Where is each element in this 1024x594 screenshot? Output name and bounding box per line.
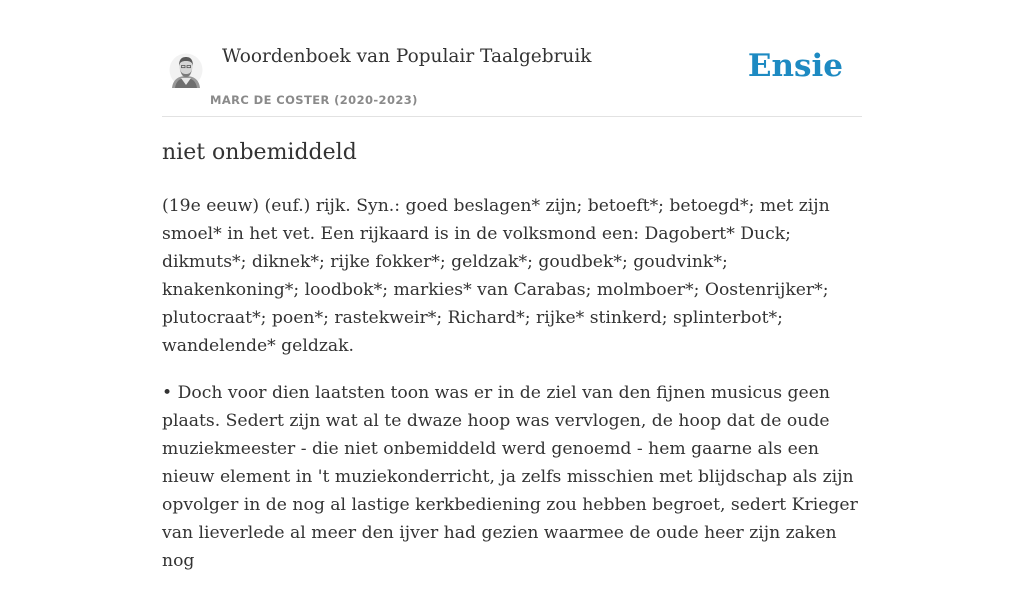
entry-body: [162, 192, 862, 594]
entry-example: • Doch voor dien laatsten toon was er in de ziel van den fijnen musicus geen plaats. Sedert zijn wat al te dwaze hoop was vervlogen, de hoop dat de oude muziekmeester - die niet onbemiddeld werd genoemd - hem gaarne als een nieuw element in 't muziekonderricht, ja zelfs misschien met blijdschap als zijn opvolger in de nog al lastige kerkbediening zou hebben begroet, sedert Krieger van lieverlede al meer den ijver had gezien waarmee de oude heer zijn zaken nog: [162, 383, 858, 571]
site-header: [162, 0, 862, 117]
author-byline[interactable]: MARC DE COSTER (2020-2023): [210, 93, 418, 107]
entry-definition: (19e eeuw) (euf.) rijk. Syn.: goed beslagen* zijn; betoeft*; betoegd*; met zijn smoel* in het vet. Een rijkaard is in de volksmond een: Dagobert* Duck; dikmuts*; diknek*; rijke fokker*; geldzak*; goudbek*; goudvink*; knakenkoning*; loodbok*; markies* van Carabas; molmboer*; Oostenrijker*; plutocraat*; poen*; rastekweir*; Richard*; rijke* stinkerd; splinterbot*; wandelende* geldzak.: [162, 196, 830, 356]
brand-logo[interactable]: Ensie: [747, 48, 843, 84]
site-title[interactable]: Woordenboek van Populair Taalgebruik: [222, 46, 592, 67]
author-portrait-icon[interactable]: [169, 52, 203, 88]
entry-term: niet onbemiddeld: [162, 140, 357, 165]
